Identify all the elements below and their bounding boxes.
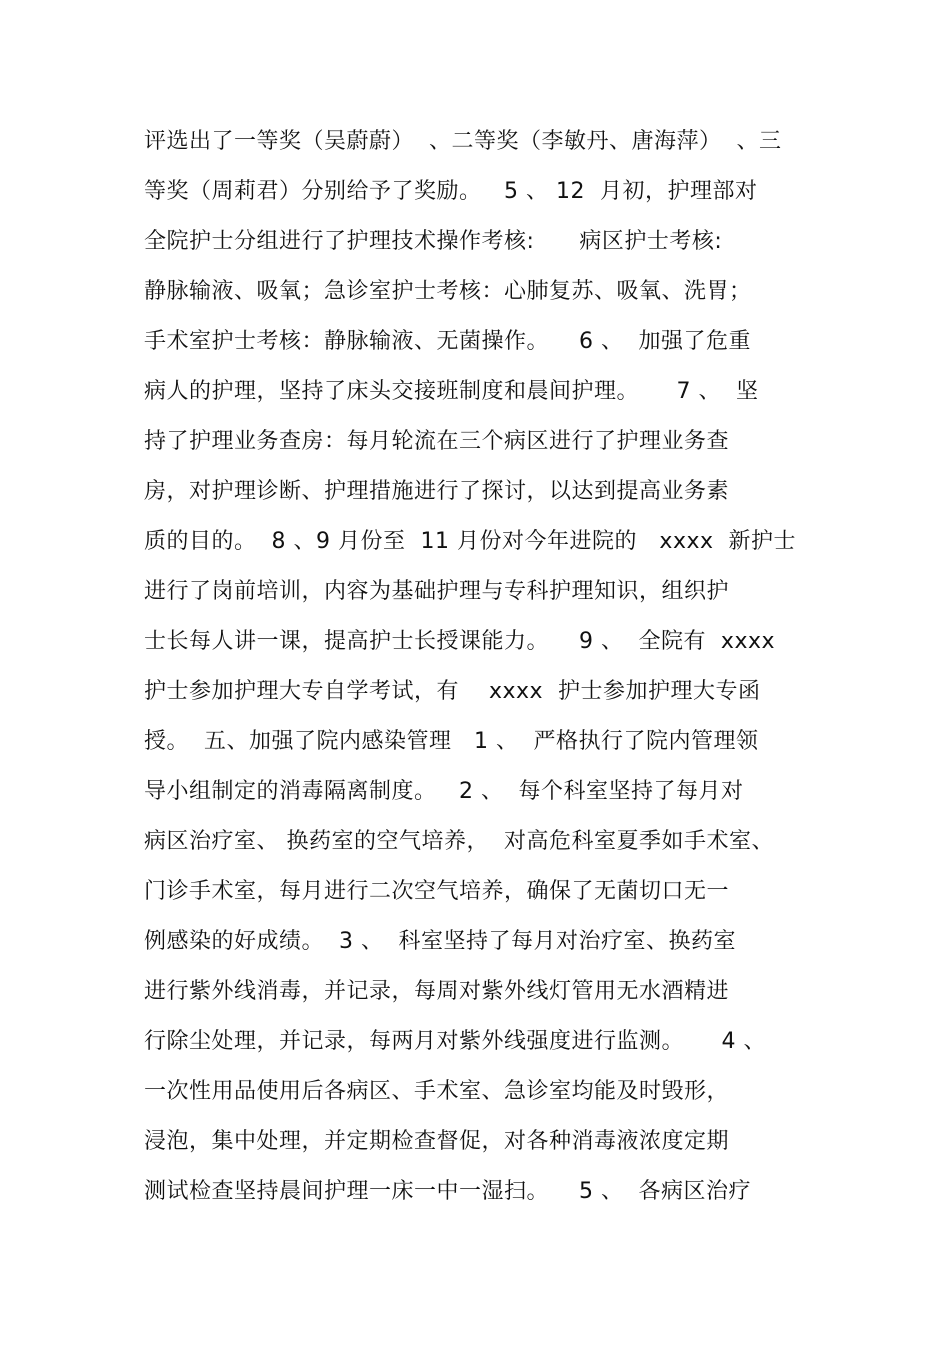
body-text-line: 房，对护理诊断、护理措施进行了探讨，以达到提高业务素 bbox=[144, 479, 730, 504]
body-text-line: 护士参加护理大专自学考试，有 xxxx 护士参加护理大专函 bbox=[144, 679, 761, 704]
body-text-line: 进行了岗前培训，内容为基础护理与专科护理知识，组织护 bbox=[144, 579, 730, 604]
body-text-line: 例感染的好成绩。 3 、 科室坚持了每月对治疗室、换药室 bbox=[144, 929, 736, 954]
body-text-line: 持了护理业务查房：每月轮流在三个病区进行了护理业务查 bbox=[144, 429, 730, 454]
body-text-line: 手术室护士考核：静脉输液、无菌操作。 6 、 加强了危重 bbox=[144, 329, 751, 354]
body-text-line: 一次性用品使用后各病区、手术室、急诊室均能及时毁形， bbox=[144, 1079, 730, 1104]
body-text-line: 评选出了一等奖（吴蔚蔚） 、二等奖（李敏丹、唐海萍） 、三 bbox=[144, 129, 782, 154]
body-text-line: 进行紫外线消毒，并记录，每周对紫外线灯管用无水酒精进 bbox=[144, 979, 730, 1004]
body-text-line: 导小组制定的消毒隔离制度。 2 、 每个科室坚持了每月对 bbox=[144, 779, 744, 804]
body-text-line: 等奖（周莉君）分别给予了奖励。 5 、 12 月初，护理部对 bbox=[144, 179, 758, 204]
body-text-line: 浸泡，集中处理，并定期检查督促，对各种消毒液浓度定期 bbox=[144, 1129, 730, 1154]
body-text-line: 行除尘处理，并记录，每两月对紫外线强度进行监测。 4 、 bbox=[144, 1029, 766, 1054]
body-text-line: 授。 五、加强了院内感染管理 1 、 严格执行了院内管理领 bbox=[144, 729, 759, 754]
body-text-line: 全院护士分组进行了护理技术操作考核: 病区护士考核: bbox=[144, 229, 723, 254]
body-text-line: 病区治疗室、 换药室的空气培养， 对高危科室夏季如手术室、 bbox=[144, 829, 774, 854]
body-text-line: 静脉输液、吸氧；急诊室护士考核：心肺复苏、吸氧、洗胃； bbox=[144, 279, 752, 304]
body-text-line: 测试检查坚持晨间护理一床一中一湿扫。 5 、 各病区治疗 bbox=[144, 1179, 751, 1204]
body-text-line: 病人的护理，坚持了床头交接班制度和晨间护理。 7 、 坚 bbox=[144, 379, 759, 404]
body-text-line: 门诊手术室，每月进行二次空气培养，确保了无菌切口无一 bbox=[144, 879, 730, 904]
body-text-line: 士长每人讲一课，提高护士长授课能力。 9 、 全院有 xxxx bbox=[144, 629, 776, 654]
body-text-line: 质的目的。 8 、9 月份至 11 月份对今年进院的 xxxx 新护士 bbox=[144, 529, 796, 554]
